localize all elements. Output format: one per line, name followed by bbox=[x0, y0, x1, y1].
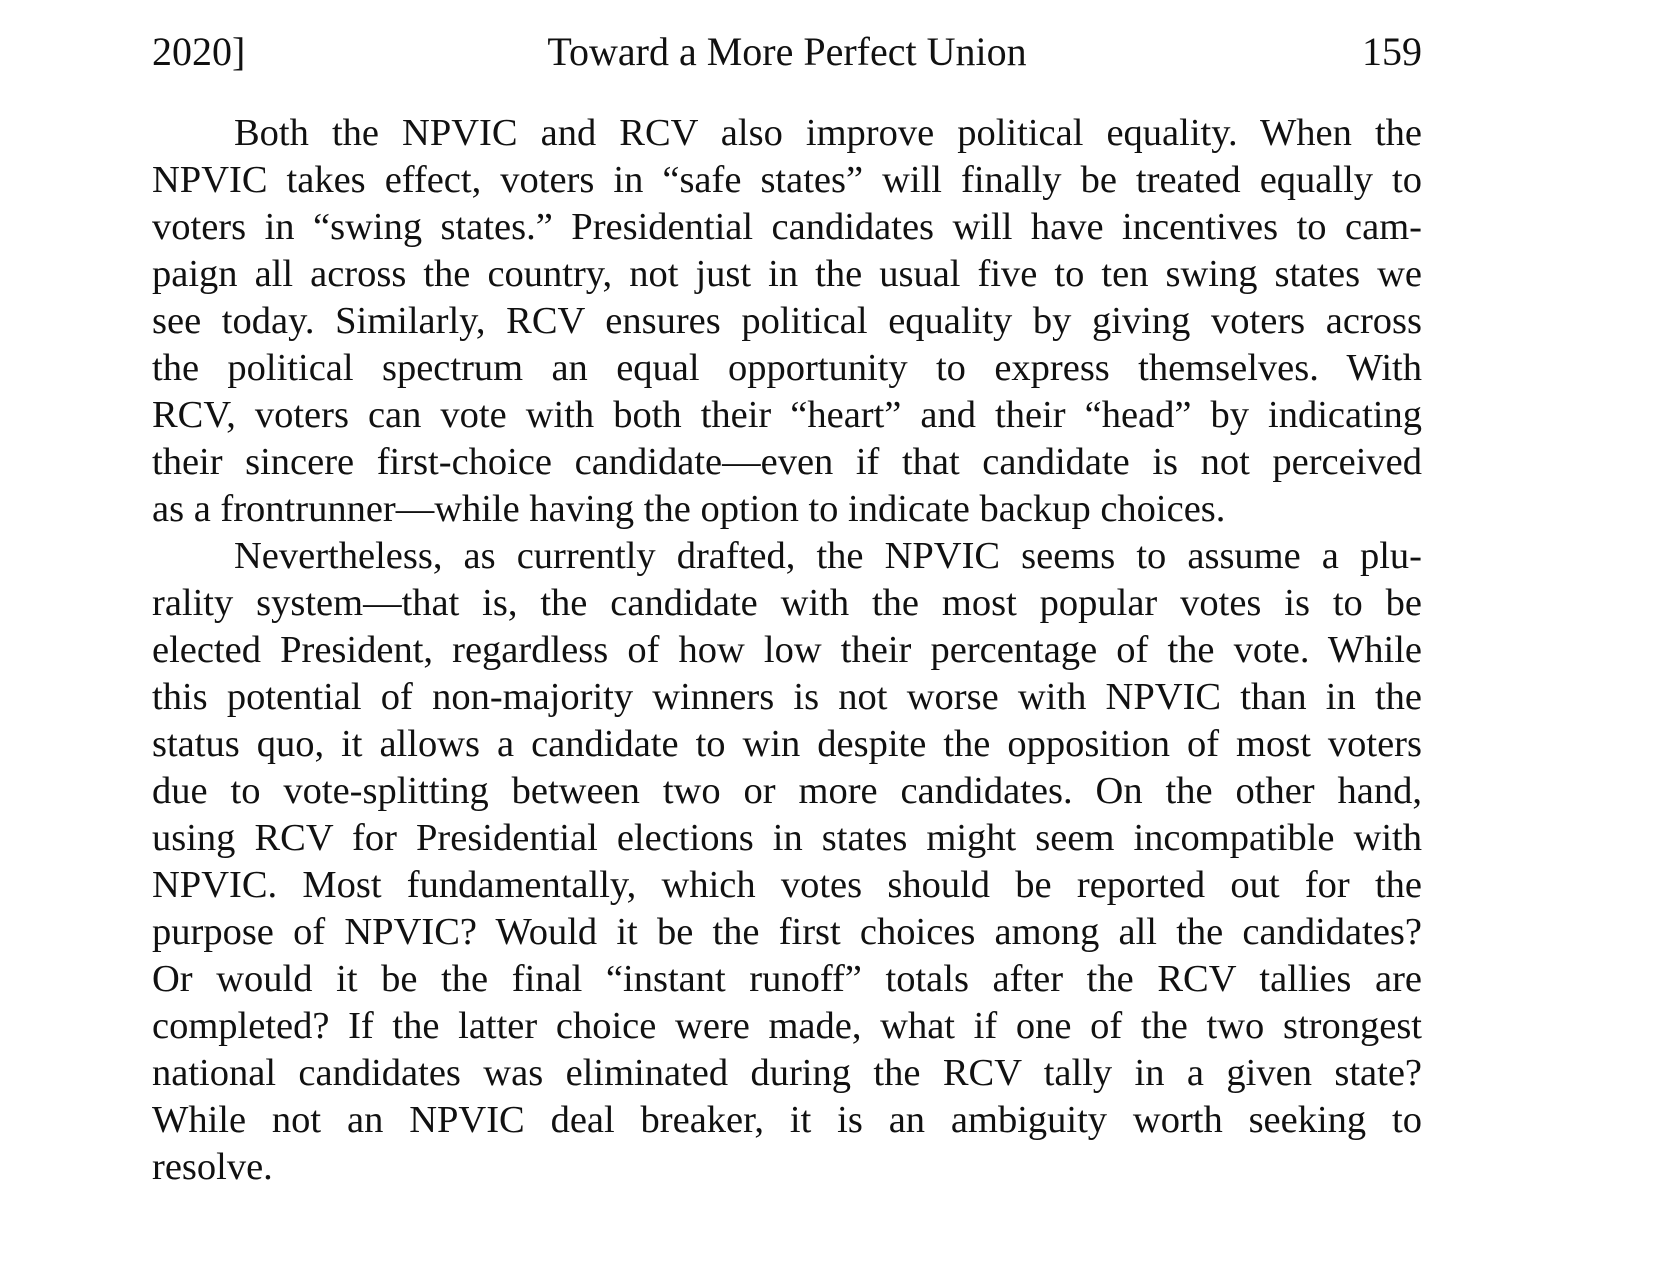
text-line: national candidates was eliminated during the RCV tally in a given state? bbox=[152, 1052, 1422, 1094]
text-line: using RCV for Presidential elections in states might seem incompatible with bbox=[152, 817, 1422, 859]
paragraph-1 bbox=[152, 110, 1422, 533]
text-line: see today. Similarly, RCV ensures political equality by giving voters across bbox=[152, 300, 1422, 342]
text-line: completed? If the latter choice were made, what if one of the two strongest bbox=[152, 1005, 1422, 1047]
body-text bbox=[152, 110, 1422, 1191]
document-page bbox=[152, 24, 1422, 1191]
text-line: status quo, it allows a candidate to win despite the opposition of most voters bbox=[152, 723, 1422, 765]
text-line: as a frontrunner—while having the option to indicate backup choices. bbox=[152, 488, 1226, 530]
text-line: Or would it be the final “instant runoff” totals after the RCV tallies are bbox=[152, 958, 1422, 1000]
running-header bbox=[152, 24, 1422, 80]
text-line: Nevertheless, as currently drafted, the NPVIC seems to assume a plu- bbox=[234, 535, 1422, 577]
text-line: While not an NPVIC deal breaker, it is an ambiguity worth seeking to bbox=[152, 1099, 1422, 1141]
text-line: their sincere first-choice candidate—even if that candidate is not perceived bbox=[152, 441, 1422, 483]
text-line: NPVIC. Most fundamentally, which votes should be reported out for the bbox=[152, 864, 1422, 906]
text-line: voters in “swing states.” Presidential candidates will have incentives to cam- bbox=[152, 206, 1422, 248]
text-line: elected President, regardless of how low their percentage of the vote. While bbox=[152, 629, 1422, 671]
text-line: the political spectrum an equal opportunity to express themselves. With bbox=[152, 347, 1422, 389]
page-number: 159 bbox=[1362, 29, 1422, 74]
text-line: this potential of non-majority winners is not worse with NPVIC than in the bbox=[152, 676, 1422, 718]
text-line: due to vote-splitting between two or more candidates. On the other hand, bbox=[152, 770, 1422, 812]
text-line: Both the NPVIC and RCV also improve political equality. When the bbox=[234, 112, 1422, 154]
text-line: rality system—that is, the candidate with the most popular votes is to be bbox=[152, 582, 1422, 624]
paragraph-2 bbox=[152, 533, 1422, 1191]
text-line: RCV, voters can vote with both their “heart” and their “head” by indicating bbox=[152, 394, 1422, 436]
text-line: resolve. bbox=[152, 1146, 273, 1188]
header-title: Toward a More Perfect Union bbox=[547, 29, 1027, 74]
header-volume-year: 2020] bbox=[152, 29, 246, 74]
text-line: NPVIC takes effect, voters in “safe states” will finally be treated equally to bbox=[152, 159, 1422, 201]
text-line: paign all across the country, not just in the usual five to ten swing states we bbox=[152, 253, 1422, 295]
text-line: purpose of NPVIC? Would it be the first choices among all the candidates? bbox=[152, 911, 1422, 953]
